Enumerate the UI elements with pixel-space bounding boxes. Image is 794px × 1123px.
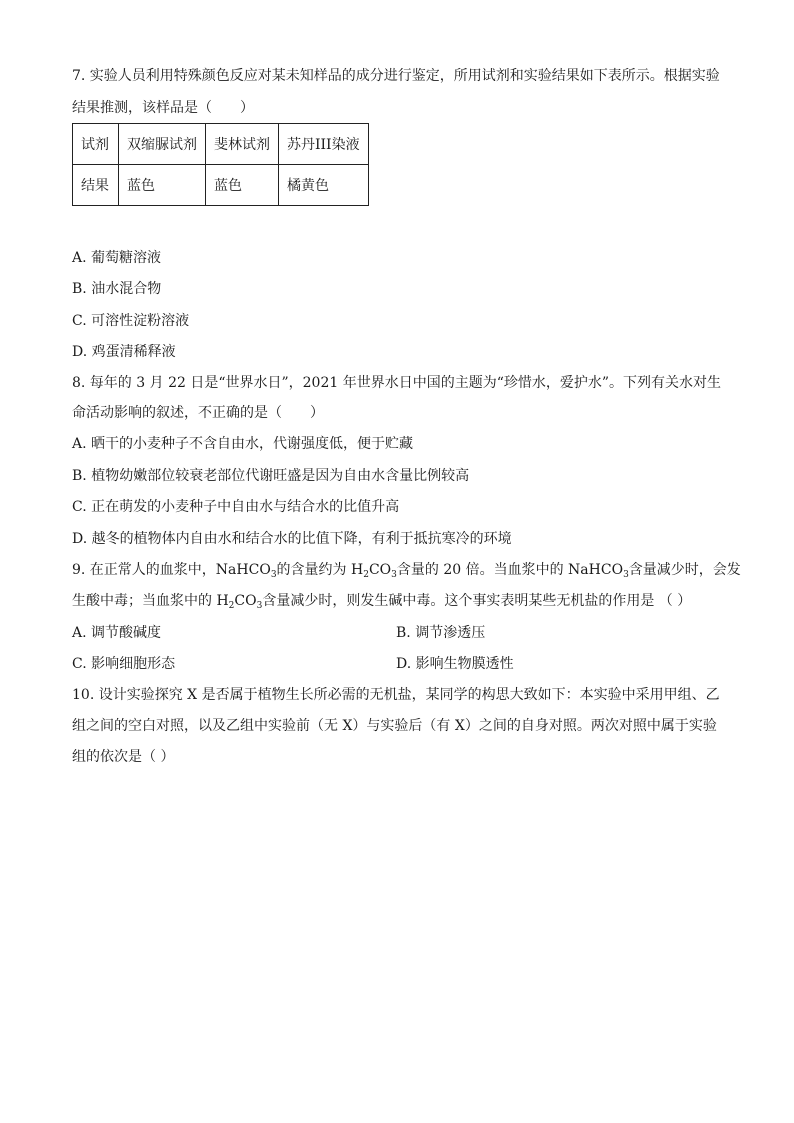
table-cell: 蓝色	[119, 165, 206, 206]
table-cell: 双缩脲试剂	[119, 124, 206, 165]
q9-option-b: B. 调节渗透压	[396, 625, 486, 641]
table-cell: 苏丹III染液	[279, 124, 369, 165]
table-row	[73, 165, 369, 206]
table-row	[73, 124, 369, 165]
table-cell: 斐林试剂	[206, 124, 279, 165]
q9-option-d: D. 影响生物膜透性	[396, 656, 514, 672]
q7-option-b: B. 油水混合物	[72, 281, 162, 297]
q7-stem-line2: 结果推测，该样品是（ ）	[72, 100, 254, 116]
table-cell: 橘黄色	[279, 165, 369, 206]
q9-option-c: C. 影响细胞形态	[72, 656, 176, 672]
q8-stem-line1: 8. 每年的 3 月 22 日是“世界水日”，2021 年世界水日中国的主题为“珍惜水，爱护水”。下列有关水对生	[72, 375, 722, 391]
q7-option-d: D. 鸡蛋清稀释液	[72, 344, 176, 360]
table-cell: 蓝色	[206, 165, 279, 206]
q9-stem-line2: 生酸中毒；当血浆中的 $H_2CO_3$含量减少时，则发生碱中毒。这个事实表明某些无机盐的作用是 （ ）	[72, 593, 692, 611]
table-cell: 试剂	[73, 124, 119, 165]
q7-option-c: C. 可溶性淀粉溶液	[72, 313, 190, 329]
q10-stem-line1: 10. 设计实验探究 X 是否属于植物生长所必需的无机盐，某同学的构思大致如下：本实验中采用甲组、乙	[72, 687, 720, 703]
q10-stem-line2: 组之间的空白对照，以及乙组中实验前（无 X）与实验后（有 X）之间的自身对照。两次对照中属于实验	[72, 718, 717, 734]
q9-option-a: A. 调节酸碱度	[72, 625, 162, 641]
q10-stem-line3: 组的依次是（ ）	[72, 749, 175, 765]
reagent-result-table	[72, 123, 369, 206]
q8-option-c: C. 正在萌发的小麦种子中自由水与结合水的比值升高	[72, 499, 400, 515]
table-cell: 结果	[73, 165, 119, 206]
q8-option-b: B. 植物幼嫩部位较衰老部位代谢旺盛是因为自由水含量比例较高	[72, 468, 470, 484]
q7-option-a: A. 葡萄糖溶液	[72, 250, 162, 266]
q8-stem-line2: 命活动影响的叙述，不正确的是（ ）	[72, 405, 324, 421]
q7-stem-line1: 7. 实验人员利用特殊颜色反应对某未知样品的成分进行鉴定，所用试剂和实验结果如下表所示。根据实验	[72, 68, 720, 84]
q9-stem-line1: 9. 在正常人的血浆中，NaHCO$_3$的含量约为 $H_2CO_3$含量的 20 倍。当血浆中的 NaHCO$_3$含量减少时，会发	[72, 562, 741, 580]
q8-option-d: D. 越冬的植物体内自由水和结合水的比值下降，有利于抵抗寒冷的环境	[72, 531, 512, 547]
q8-option-a: A. 晒干的小麦种子不含自由水，代谢强度低，便于贮藏	[72, 436, 414, 452]
